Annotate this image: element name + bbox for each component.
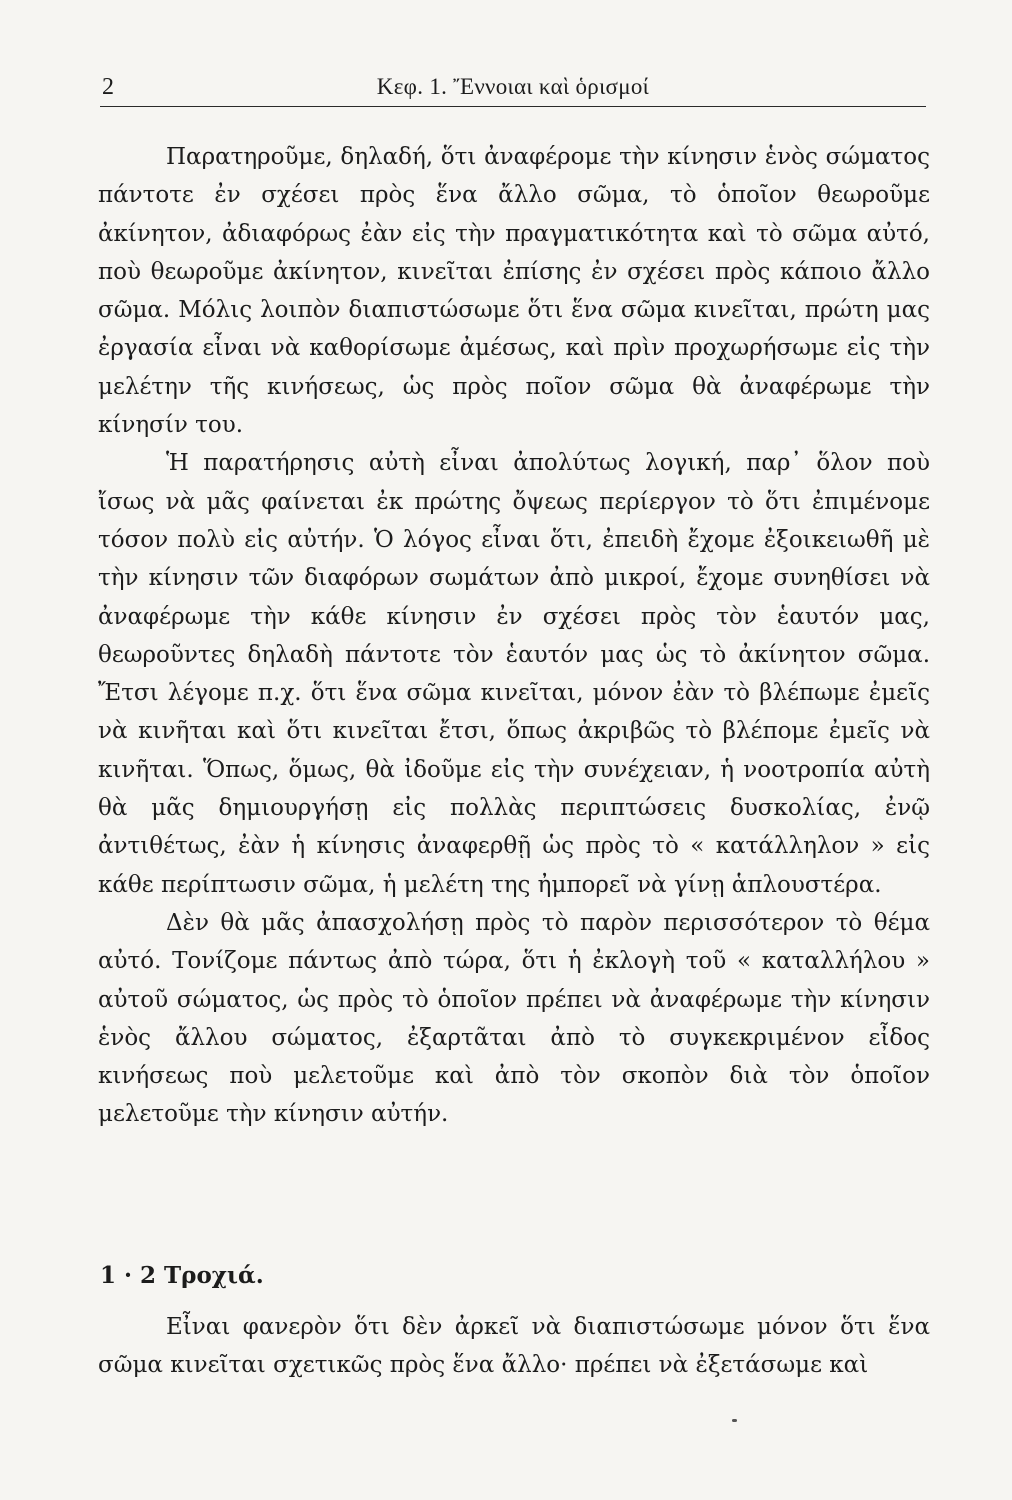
- header-rule: [100, 106, 926, 107]
- ink-speck: [732, 1419, 737, 1422]
- paragraph-1: Παρατηροῦμε, δηλαδή, ὅτι ἀναφέρομε τὴν κίνησιν ἑνὸς σώματος πάντοτε ἐν σχέσει πρὸς ἕνα ἄλλο σῶμα, τὸ ὁποῖον θεωροῦμε ἀκίνητον, ἀδιαφόρως ἐὰν εἰς τὴν πραγματικότητα καὶ τὸ σῶμα αὐτό, ποὺ θεωροῦμε ἀκίνητον, κινεῖται ἐπίσης ἐν σχέσει πρὸς κάποιο ἄλλο σῶμα. Μόλις λοιπὸν διαπιστώσωμε ὅτι ἕνα σῶμα κινεῖται, πρώτη μας ἐργασία εἶναι νὰ καθορίσωμε ἀμέσως, καὶ πρὶν προχωρήσωμε εἰς τὴν μελέτην τῆς κινήσεως, ὡς πρὸς ποῖον σῶμα θὰ ἀναφέρωμε τὴν κίνησίν του.: [98, 144, 930, 439]
- running-head: [100, 70, 926, 104]
- body-text: [98, 138, 930, 1134]
- section-body: [98, 1308, 930, 1385]
- section-heading: 1 · 2 Τροχιά.: [100, 1262, 264, 1289]
- paragraph-2: Ἡ παρατήρησις αὐτὴ εἶναι ἀπολύτως λογική, παρ᾿ ὅλον ποὺ ἴσως νὰ μᾶς φαίνεται ἐκ πρώτης ὄψεως περίεργον τὸ ὅτι ἐπιμένομε τόσον πολὺ εἰς αὐτήν. Ὁ λόγος εἶναι ὅτι, ἐπειδὴ ἔχομε ἐξοικειωθῆ μὲ τὴν κίνησιν τῶν διαφόρων σωμάτων ἀπὸ μικροί, ἔχομε συνηθίσει νὰ ἀναφέρωμε τὴν κάθε κίνησιν ἐν σχέσει πρὸς τὸν ἑαυτόν μας, θεωροῦντες δηλαδὴ πάντοτε τὸν ἑαυτόν μας ὡς τὸ ἀκίνητον σῶμα. Ἔτσι λέγομε π.χ. ὅτι ἕνα σῶμα κινεῖται, μόνον ἐὰν τὸ βλέπωμε ἐμεῖς νὰ κινῆται καὶ ὅτι κινεῖται ἔτσι, ὅπως ἀκριβῶς τὸ βλέπομε ἐμεῖς νὰ κινῆται. Ὅπως, ὅμως, θὰ ἰδοῦμε εἰς τὴν συνέχειαν, ἡ νοοτροπία αὐτὴ θὰ μᾶς δημιουργήσῃ εἰς πολλὰς περιπτώσεις δυσκολίας, ἐνῷ ἀντιθέτως, ἐὰν ἡ κίνησις ἀναφερθῇ ὡς πρὸς τὸ « κατάλληλον » εἰς κάθε περίπτωσιν σῶμα, ἡ μελέτη της ἠμπορεῖ νὰ γίνῃ ἁπλουστέρα.: [98, 450, 930, 898]
- chapter-header: Κεφ. 1. Ἔννοιαι καὶ ὁρισμοί: [376, 74, 650, 99]
- paragraph-3: Δὲν θὰ μᾶς ἀπασχολήσῃ πρὸς τὸ παρὸν περισσότερον τὸ θέμα αὐτό. Τονίζομε πάντως ἀπὸ τώρα, ὅτι ἡ ἐκλογὴ τοῦ « καταλλήλου » αὐτοῦ σώματος, ὡς πρὸς τὸ ὁποῖον πρέπει νὰ ἀναφέρωμε τὴν κίνησιν ἑνὸς ἄλλου σώματος, ἐξαρτᾶται ἀπὸ τὸ συγκεκριμένον εἶδος κινήσεως ποὺ μελετοῦμε καὶ ἀπὸ τὸν σκοπὸν διὰ τὸν ὁποῖον μελετοῦμε τὴν κίνησιν αὐτήν.: [98, 909, 930, 1128]
- page-number: 2: [102, 74, 114, 100]
- section-paragraph: Εἶναι φανερὸν ὅτι δὲν ἀρκεῖ νὰ διαπιστώσωμε μόνον ὅτι ἕνα σῶμα κινεῖται σχετικῶς πρὸς ἕνα ἄλλο· πρέπει νὰ ἐξετάσωμε καὶ: [98, 1314, 930, 1379]
